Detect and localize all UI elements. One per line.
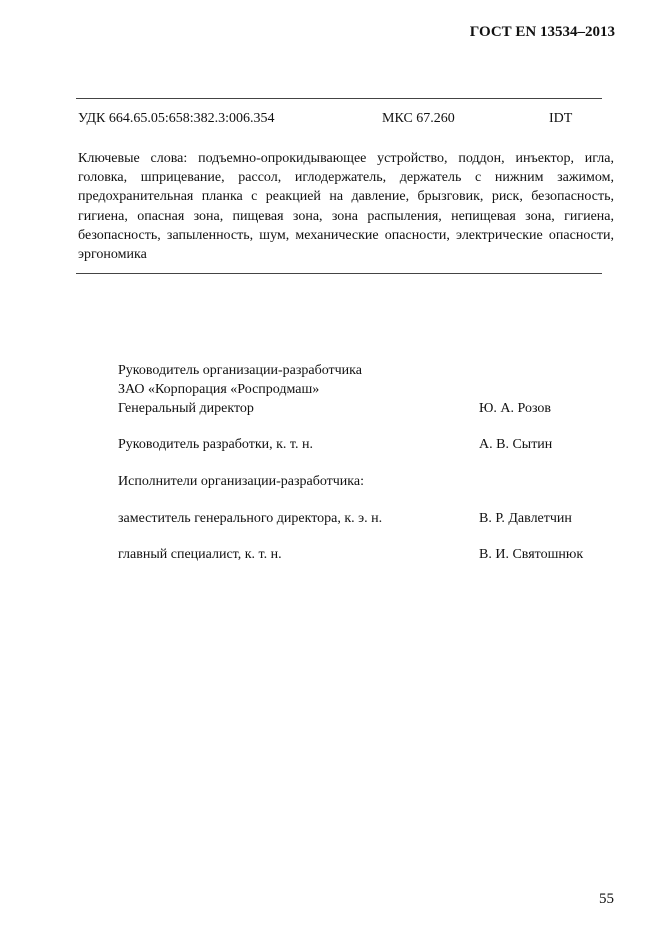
deputy-title: заместитель генерального директора, к. э. н.: [118, 511, 383, 526]
director-title: Генеральный директор: [118, 401, 254, 416]
standard-designation: ГОСТ EN 13534–2013: [469, 24, 615, 40]
keywords-paragraph: Ключевые слова: подъемно-опрокидывающее устройство, поддон, инъектор, игла, головка, шприцевание, рассол, иглодержатель, держатель с нижним зажимом, предохранительная планка с реакцией на давление, брызговик, риск, безопасность, гигиена, опасная зона, пищевая зона, зона распыления, непищевая зона, гигиена, безопасность, запыленность, шум, механические опасности, электрические опасности, эргономика: [78, 151, 614, 263]
top-divider: [76, 98, 602, 99]
dev-head-title: Руководитель разработки, к. т. н.: [118, 437, 313, 452]
director-name: Ю. А. Розов: [479, 401, 551, 416]
udk-code: УДК 664.65.05:658:382.3:006.354: [78, 111, 275, 126]
deputy-name: В. Р. Давлетчин: [479, 511, 572, 526]
specialist-name: В. И. Святошнюк: [479, 547, 584, 562]
dev-head-name: А. В. Сытин: [479, 437, 553, 452]
bottom-divider: [76, 273, 602, 274]
page-number: 55: [599, 891, 614, 907]
specialist-title: главный специалист, к. т. н.: [118, 547, 282, 562]
idt-label: IDT: [549, 111, 573, 126]
executors-heading: Исполнители организации-разработчика:: [118, 474, 364, 489]
org-name: ЗАО «Корпорация «Роспродмаш»: [118, 382, 320, 397]
mks-code: МКС 67.260: [382, 111, 455, 126]
org-head-title: Руководитель организации-разработчика: [118, 363, 362, 378]
